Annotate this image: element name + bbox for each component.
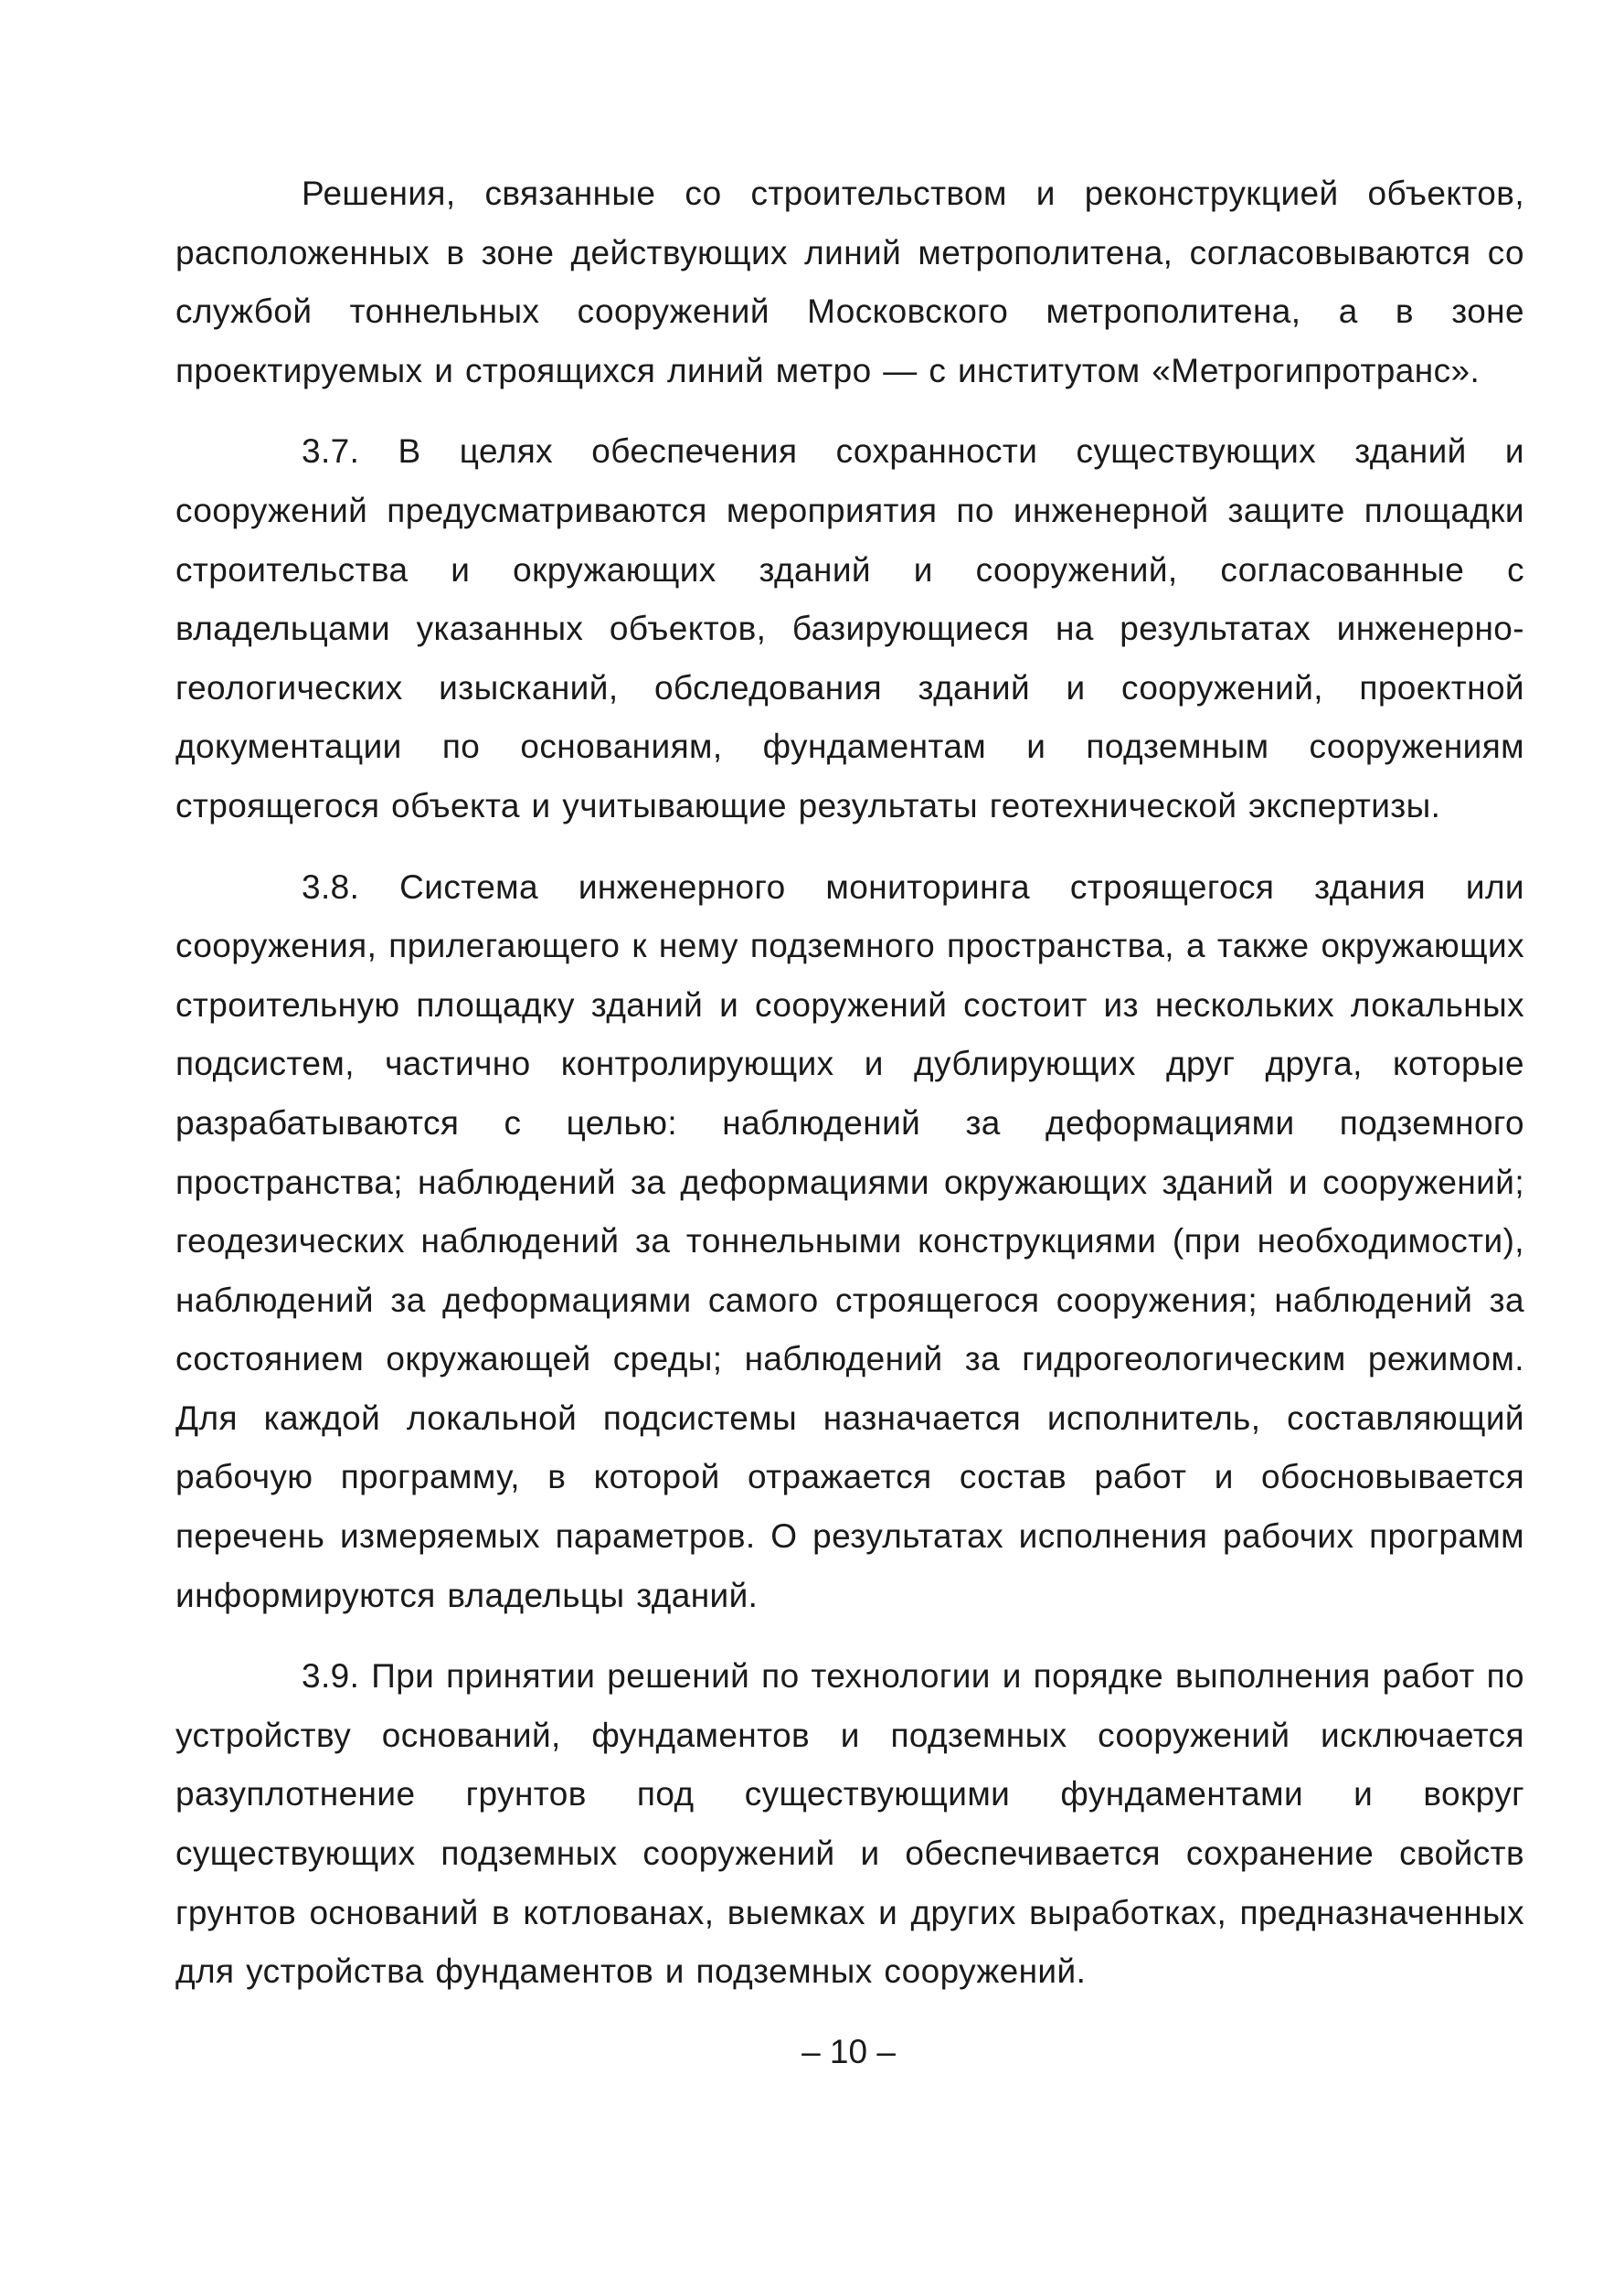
paragraph-3-9: 3.9. При принятии решений по технологии и порядке выполнения работ по устройству оснований, фундаментов и подземных сооружений исключается разуплотнение грунтов под существующими фундаментами и вокруг существующих подземных сооружений и обеспечивается сохранение свойств грунтов оснований в котлованах, выемках и других выработках, предназначенных для устройства фундаментов и подземных сооружений.	[175, 1657, 1524, 1991]
document-body	[175, 165, 1524, 2002]
paragraph-3-8: 3.8. Система инженерного мониторинга строящегося здания или сооружения, прилегающего к нему подземного пространства, а также окружающих строительную площадку зданий и сооружений состоит из нескольких локальных подсистем, частично контролирующих и дублирующих друг друга, которые разрабатываются с целью: наблюдений за деформациями подземного пространства; наблюдений за деформациями окружающих зданий и сооружений; геодезических наблюдений за тоннельными конструкциями (при необходимости), наблюдений за деформациями самого строящегося сооружения; наблюдений за состоянием окружающей среды; наблюдений за гидрогеологическим режимом. Для каждой локальной подсистемы назначается исполнитель, составляющий рабочую программу, в которой отражается состав работ и обосновывается перечень измеряемых параметров. О результатах исполнения рабочих программ информируются владельцы зданий.	[175, 867, 1524, 1614]
paragraph-3-7: 3.7. В целях обеспечения сохранности существующих зданий и сооружений предусматриваются мероприятия по инженерной защите площадки строительства и окружающих зданий и сооружений, согласованные с владельцами указанных объектов, базирующиеся на результатах инженерно-геологических изысканий, обследования зданий и сооружений, проектной документации по основаниям, фундаментам и подземным сооружениям строящегося объекта и учитывающие результаты геотехнической экспертизы.	[175, 432, 1524, 824]
paragraph-intro: Решения, связанные со строительством и реконструкцией объектов, расположенных в зоне действующих линий метрополитена, согласовываются со службой тоннельных сооружений Московского метрополитена, а в зоне проектируемых и строящихся линий метро — с институтом «Метрогипротранс».	[175, 175, 1524, 389]
page-number: – 10 –	[801, 2033, 896, 2070]
